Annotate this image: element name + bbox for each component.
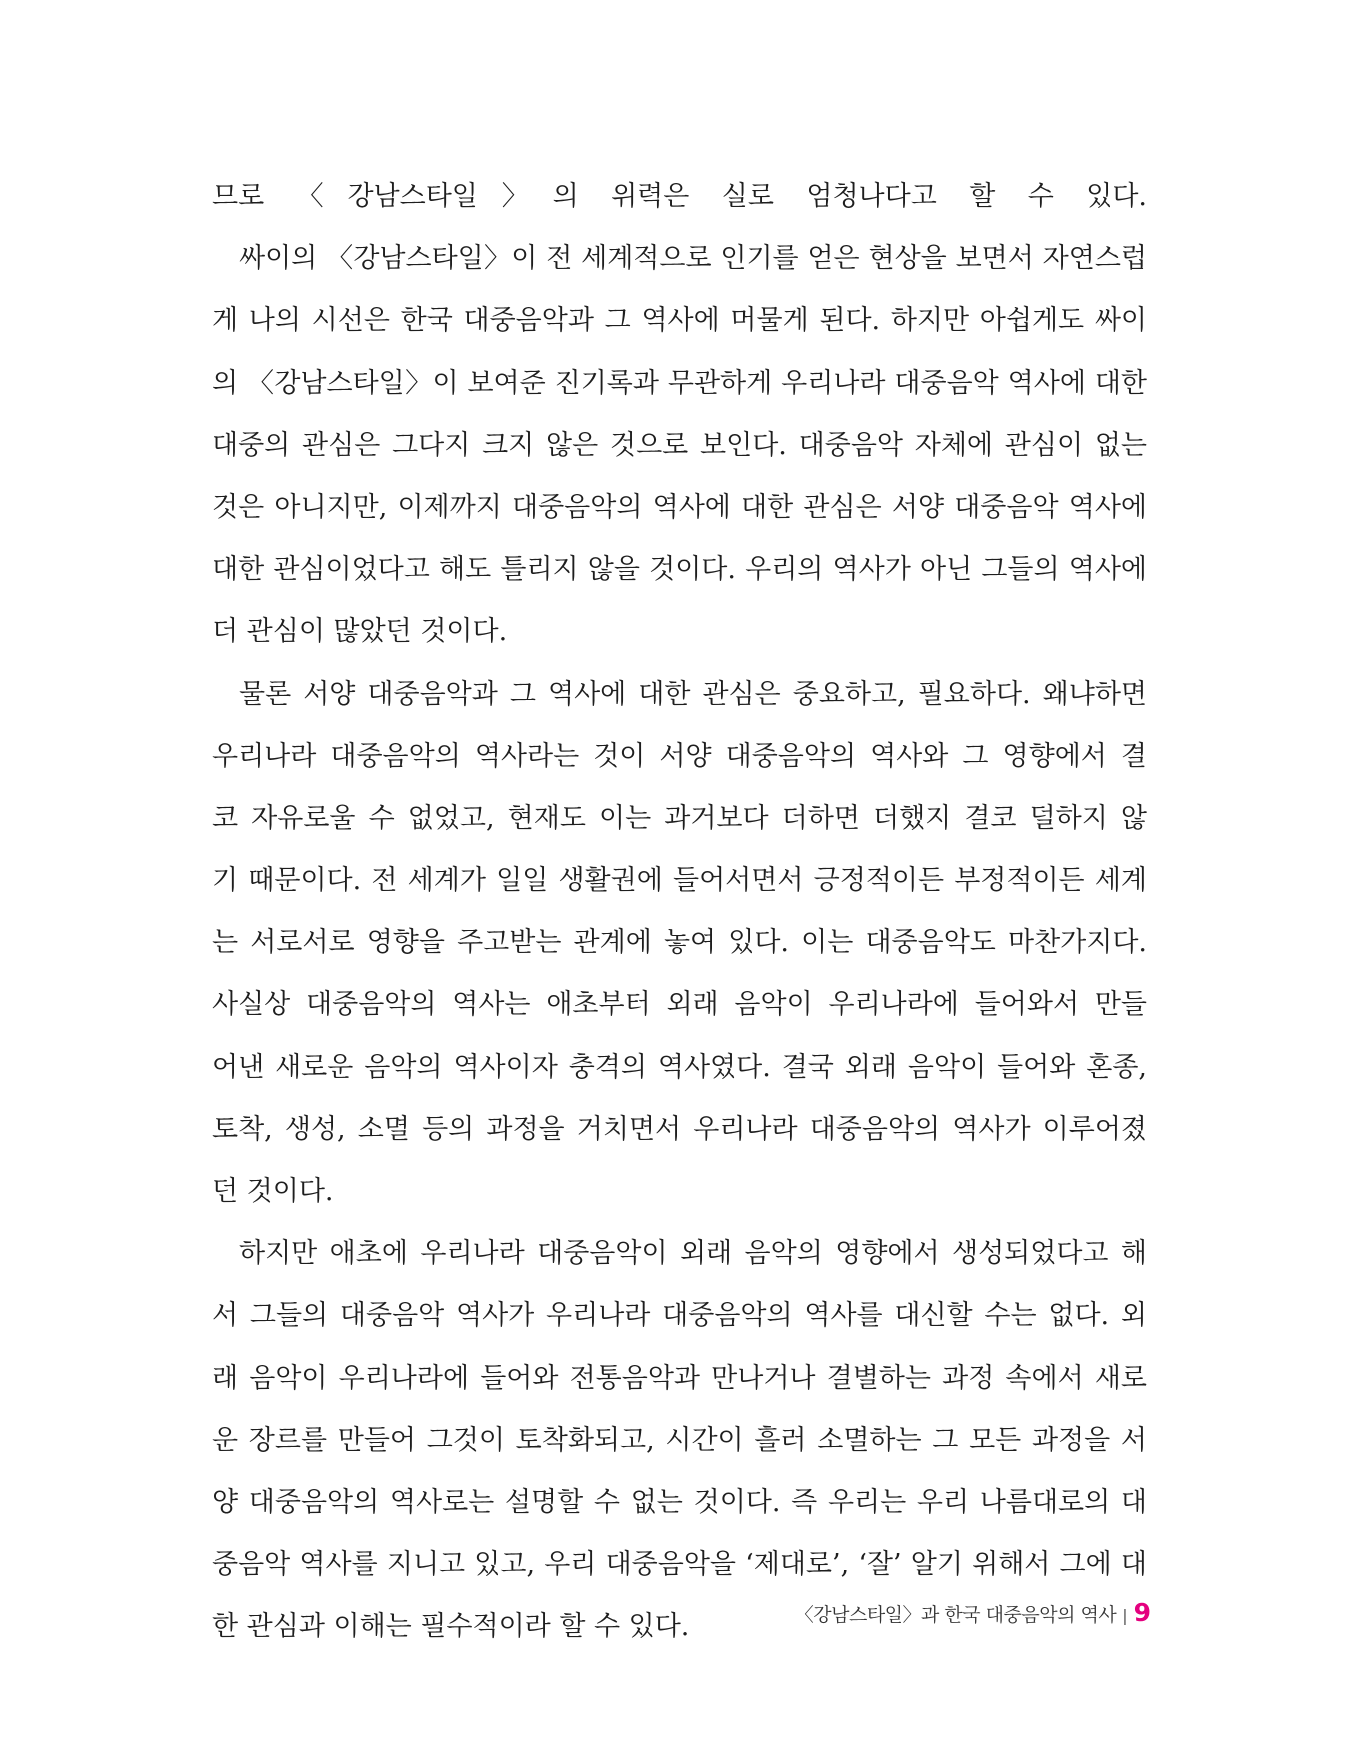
text-line: 는 서로서로 영향을 주고받는 관계에 놓여 있다. 이는 대중음악도 마찬가지다. <box>212 927 1147 959</box>
body-text <box>212 166 1147 1659</box>
text-line: 어낸 새로운 음악의 역사이자 충격의 역사였다. 결국 외래 음악이 들어와 혼종, <box>212 1051 1147 1083</box>
text-line: 양 대중음악의 역사로는 설명할 수 없는 것이다. 즉 우리는 우리 나름대로의 대 <box>212 1486 1147 1518</box>
text-line: 므로 〈강남스타일〉의 위력은 실로 엄청나다고 할 수 있다. <box>212 181 1147 212</box>
text-line: 대한 관심이었다고 해도 틀리지 않을 것이다. 우리의 역사가 아닌 그들의 역사에 <box>212 554 1147 586</box>
text-line: 중음악 역사를 지니고 있고, 우리 대중음악을 ‘제대로’, ‘잘’ 알기 위해서 그에 대 <box>212 1549 1147 1581</box>
text-line: 대중의 관심은 그다지 크지 않은 것으로 보인다. 대중음악 자체에 관심이 없는 <box>212 429 1147 461</box>
text-line: 물론 서양 대중음악과 그 역사에 대한 관심은 중요하고, 필요하다. 왜냐하면 <box>239 678 1147 710</box>
text-line: 한 관심과 이해는 필수적이라 할 수 있다. <box>212 1611 690 1643</box>
text-line: 더 관심이 많았던 것이다. <box>212 616 508 648</box>
text-line: 것은 아니지만, 이제까지 대중음악의 역사에 대한 관심은 서양 대중음악 역사에 <box>212 491 1147 523</box>
text-line: 운 장르를 만들어 그것이 토착화되고, 시간이 흘러 소멸하는 그 모든 과정을 서 <box>212 1424 1147 1456</box>
text-line: 던 것이다. <box>212 1176 334 1207</box>
page-footer <box>795 1598 1151 1627</box>
text-line: 서 그들의 대중음악 역사가 우리나라 대중음악의 역사를 대신할 수는 없다. 외 <box>212 1300 1147 1332</box>
text-line: 토착, 생성, 소멸 등의 과정을 거치면서 우리나라 대중음악의 역사가 이루어졌 <box>212 1113 1147 1145</box>
text-line: 의 〈강남스타일〉이 보여준 진기록과 무관하게 우리나라 대중음악 역사에 대한 <box>212 367 1147 399</box>
page-number: 9 <box>1133 1598 1151 1627</box>
text-line: 게 나의 시선은 한국 대중음악과 그 역사에 머물게 된다. 하지만 아쉽게도 싸이 <box>212 305 1147 337</box>
text-line: 래 음악이 우리나라에 들어와 전통음악과 만나거나 결별하는 과정 속에서 새로 <box>212 1362 1147 1394</box>
text-line: 우리나라 대중음악의 역사라는 것이 서양 대중음악의 역사와 그 영향에서 결 <box>212 740 1147 772</box>
text-line: 코 자유로울 수 없었고, 현재도 이는 과거보다 더하면 더했지 결코 덜하지 않 <box>212 802 1147 834</box>
running-title: 〈강남스타일〉과 한국 대중음악의 역사 <box>794 1604 1117 1626</box>
footer-separator: | <box>1122 1606 1128 1625</box>
text-line: 하지만 애초에 우리나라 대중음악이 외래 음악의 영향에서 생성되었다고 해 <box>239 1238 1147 1270</box>
text-line: 사실상 대중음악의 역사는 애초부터 외래 음악이 우리나라에 들어와서 만들 <box>212 989 1147 1021</box>
text-line: 싸이의 〈강남스타일〉이 전 세계적으로 인기를 얻은 현상을 보면서 자연스럽 <box>239 243 1147 275</box>
text-line: 기 때문이다. 전 세계가 일일 생활권에 들어서면서 긍정적이든 부정적이든 세계 <box>212 865 1147 897</box>
